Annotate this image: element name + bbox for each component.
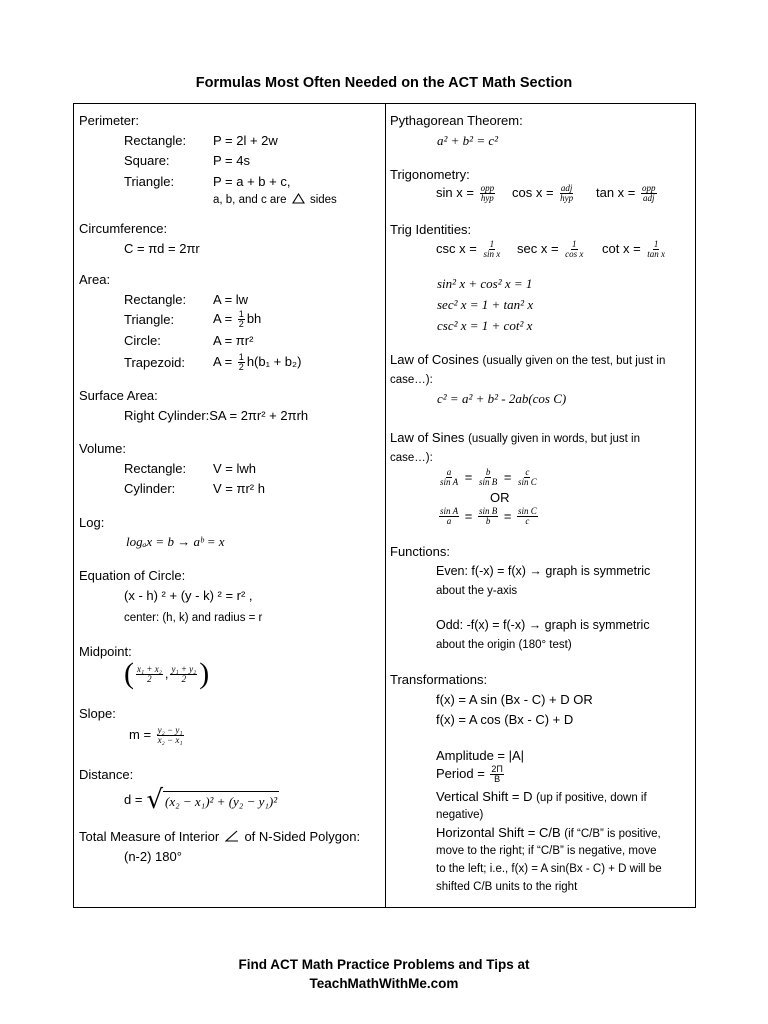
sines-or: OR (490, 490, 510, 505)
volume-cyl-label: Cylinder: (124, 481, 176, 496)
horizontal-shift: Horizontal Shift = C/B (436, 825, 561, 840)
half-num: 1 (238, 309, 244, 319)
csc-den: sin x (483, 249, 501, 259)
footer-link[interactable]: TeachMathWithMe.com (309, 976, 459, 991)
trig-heading: Trigonometry: (390, 167, 470, 182)
sines-formula-2: $\frac{\text{sin A}}{a}$ = $\frac{\text{sin B}}{b}$ = $\frac{\text{sin C}}{c}$ (440, 506, 537, 526)
vertical-shift-note: (up if positive, down if (536, 792, 647, 804)
horizontal-shift-note-4: shifted C/B units to the right (436, 881, 578, 893)
functions-odd-2: about the origin (180° test) (436, 639, 572, 651)
slope-fraction (157, 726, 184, 745)
sines-heading-line (390, 430, 640, 447)
trig-cos (512, 184, 576, 203)
cot-fraction (646, 240, 666, 259)
perimeter-square-label: Square: (124, 153, 170, 168)
tan-pre: tan x = (596, 184, 636, 200)
midpoint-x-num: x₁ + x₂ (137, 663, 162, 674)
csc-fraction (482, 240, 501, 259)
area-circle-formula: A = πr² (213, 333, 254, 348)
midpoint-formula (124, 659, 209, 689)
perimeter-tri-formula: P = a + b + c, (213, 174, 291, 189)
sin-pre: sin x = (436, 184, 474, 200)
cot-pre: cot x = (602, 240, 641, 256)
area-rect-formula: A = lw (213, 292, 249, 307)
tri-note-post: sides (309, 194, 337, 206)
midpoint-heading: Midpoint: (79, 644, 132, 659)
transformations-heading: Transformations: (390, 672, 488, 687)
amplitude: Amplitude = |A| (436, 748, 525, 763)
slope-den: x₂ − x₁ (157, 735, 183, 745)
identities-heading: Trig Identities: (390, 222, 472, 237)
cos-num: adj (560, 183, 573, 193)
vertical-shift-line (436, 789, 647, 806)
sines-c: c (525, 467, 530, 477)
sines-heading: Law of Sines (390, 430, 465, 445)
distance-heading: Distance: (79, 767, 134, 782)
sines-b-fraction (478, 468, 498, 487)
sines-inv-c-fraction (517, 507, 538, 526)
area-tri-pre: A = (213, 310, 233, 326)
horizontal-shift-note-3: to the left; i.e., f(x) = A sin(Bx - C) + D will be (436, 863, 662, 875)
column-divider (385, 103, 386, 908)
volume-rect-formula: V = lwh (213, 461, 256, 476)
cos-den: hyp (560, 193, 574, 203)
perimeter-rect-label: Rectangle: (124, 133, 187, 148)
circumference-formula: C = πd = 2πr (124, 241, 200, 256)
distance-formula (124, 787, 279, 813)
sec-num: 1 (572, 239, 577, 249)
midpoint-close-paren: ) (199, 657, 210, 690)
surface-area-heading: Surface Area: (79, 388, 158, 403)
tan-den: adj (643, 193, 655, 203)
area-tri-formula (213, 310, 261, 329)
sec-pre: sec x = (517, 240, 559, 256)
area-trap-label: Trapezoid: (124, 355, 185, 370)
functions-even: Even: f(-x) = f(x) → graph is symmetric (436, 564, 651, 578)
perimeter-tri-note (213, 193, 337, 207)
sines-inv-sinA: sin A (440, 506, 459, 516)
vertical-shift: Vertical Shift = D (436, 789, 533, 804)
sines-c-fraction (517, 468, 538, 487)
slope-num: y₂ − y₁ (157, 725, 183, 735)
circle-eq-note: center: (h, k) and radius = r (124, 612, 263, 624)
sines-note-2: case…): (390, 452, 433, 464)
identity-pythagorean-1: sin² x + cos² x = 1 (437, 276, 533, 291)
polygon-heading-pre: Total Measure of Interior (79, 829, 220, 844)
sin-fraction (480, 184, 496, 203)
midpoint-y-den: 2 (181, 673, 187, 684)
sin-num: opp (480, 183, 495, 193)
volume-heading: Volume: (79, 441, 126, 456)
polygon-heading (79, 829, 360, 845)
cosines-heading-line (390, 352, 665, 369)
period-fraction (490, 765, 504, 784)
distance-pre: d = (124, 792, 143, 807)
cosines-note: (usually given on the test, but just in (482, 355, 666, 367)
log-heading: Log: (79, 515, 105, 530)
sines-inv-b-fraction (478, 507, 498, 526)
sines-inv-sinC: sin C (518, 506, 537, 516)
functions-heading: Functions: (390, 544, 450, 559)
perimeter-heading: Perimeter: (79, 113, 139, 128)
sqrt-icon: √ (146, 785, 164, 815)
cot-den: tan x (647, 249, 666, 259)
sines-sinB: sin B (478, 477, 498, 487)
sines-sinC: sin C (518, 477, 537, 487)
cosines-heading: Law of Cosines (390, 352, 479, 367)
csc-num: 1 (489, 239, 495, 249)
circumference-heading: Circumference: (79, 221, 168, 236)
area-trap-post: h(b₁ + b₂) (246, 353, 302, 369)
tri-note-pre: a, b, and c are (213, 194, 287, 206)
functions-odd: Odd: -f(x) = f(-x) → graph is symmetric (436, 618, 650, 632)
period-pre: Period = (436, 765, 485, 781)
circle-eq-formula: (x - h) ² + (y - k) ² = r² , (124, 588, 253, 603)
vertical-shift-note-2: negative) (436, 809, 484, 821)
sines-a-fraction (439, 468, 459, 487)
volume-cyl-formula: V = πr² h (213, 481, 265, 496)
area-rect-label: Rectangle: (124, 292, 187, 307)
sines-inv-b: b (485, 516, 491, 526)
cot-num: 1 (653, 239, 659, 249)
sines-sinA: sin A (440, 477, 459, 487)
area-tri-label: Triangle: (124, 312, 175, 327)
trap-half-num: 1 (238, 352, 244, 362)
sines-inv-a-fraction (439, 507, 459, 526)
midpoint-open-paren: ( (124, 657, 134, 690)
sines-inv-sinB: sin B (478, 506, 498, 516)
sines-inv-a: a (446, 516, 452, 526)
trig-sin (436, 184, 497, 203)
log-formula: logₐx = b → aᵇ = x (126, 534, 225, 549)
transformation-cos: f(x) = A cos (Bx - C) + D (436, 712, 574, 727)
midpoint-x-den: 2 (147, 673, 152, 684)
volume-rect-label: Rectangle: (124, 461, 187, 476)
slope-heading: Slope: (79, 706, 116, 721)
circle-eq-heading: Equation of Circle: (79, 568, 186, 583)
identity-pythagorean-2: sec² x = 1 + tan² x (437, 297, 534, 312)
midpoint-x-fraction (136, 665, 163, 684)
horizontal-shift-line (436, 825, 661, 842)
page-title: Formulas Most Often Needed on the ACT Math Section (195, 75, 573, 91)
sin-den: hyp (480, 193, 494, 203)
perimeter-tri-label: Triangle: (124, 174, 175, 189)
identity-pythagorean-3: csc² x = 1 + cot² x (437, 318, 533, 333)
perimeter-square-formula: P = 4s (213, 153, 250, 168)
trap-half-den: 2 (238, 362, 244, 372)
cos-pre: cos x = (512, 184, 554, 200)
slope-pre: m = (129, 726, 152, 742)
sines-inv-c: c (525, 516, 530, 526)
half-fraction (238, 310, 245, 329)
area-trap-formula (213, 353, 301, 372)
sines-note: (usually given in words, but just in (468, 433, 641, 445)
period-den: B (494, 774, 501, 784)
functions-even-2: about the y-axis (436, 585, 518, 597)
cosines-formula: c² = a² + b² - 2ab(cos C) (437, 391, 567, 406)
cosines-note-2: case…): (390, 374, 433, 386)
area-heading: Area: (79, 272, 111, 287)
trap-half-fraction (238, 353, 245, 372)
identity-cot (602, 240, 668, 259)
horizontal-shift-note: (if “C/B” is positive, (564, 828, 661, 840)
midpoint-y-fraction (170, 665, 197, 684)
distance-radicand: (x₂ − x₁)² + (y₂ − y₁)² (163, 791, 279, 810)
trig-tan (596, 184, 659, 203)
slope-formula (129, 726, 186, 745)
cos-fraction (559, 184, 574, 203)
identity-csc (436, 240, 503, 259)
perimeter-rect-formula: P = 2l + 2w (213, 133, 278, 148)
triangle-icon (292, 193, 305, 204)
sines-a: a (446, 467, 452, 477)
tan-num: opp (642, 183, 656, 193)
area-trap-pre: A = (213, 353, 233, 369)
sec-den: cos x (565, 249, 584, 259)
csc-pre: csc x = (436, 240, 477, 256)
polygon-formula: (n-2) 180° (124, 849, 182, 864)
pythagorean-heading: Pythagorean Theorem: (390, 113, 523, 128)
angle-icon (225, 830, 239, 842)
polygon-heading-post: of N-Sided Polygon: (244, 829, 361, 844)
area-circle-label: Circle: (124, 333, 161, 348)
period (436, 765, 506, 784)
tan-fraction (641, 184, 657, 203)
horizontal-shift-note-2: move to the right; if “C/B” is negative, move (436, 845, 657, 857)
sines-b: b (485, 467, 491, 477)
pythagorean-formula: a² + b² = c² (437, 133, 499, 148)
sec-fraction (564, 240, 584, 259)
footer-line-1: Find ACT Math Practice Problems and Tips at (238, 957, 530, 972)
area-tri-post: bh (246, 310, 262, 326)
surface-area-formula: Right Cylinder:SA = 2πr² + 2πrh (124, 408, 309, 423)
midpoint-comma: , (164, 666, 169, 681)
identity-sec (517, 240, 586, 259)
midpoint-y-num: y₁ + y₂ (171, 663, 197, 674)
period-num: 2Π (491, 764, 503, 774)
half-den: 2 (238, 319, 244, 329)
sines-formula-1: $\frac{a}{\text{sin A}}$ = $\frac{b}{\text{sin B}}$ = $\frac{c}{\text{sin C}}$ (440, 467, 537, 487)
transformation-sin: f(x) = A sin (Bx - C) + D OR (436, 692, 593, 707)
